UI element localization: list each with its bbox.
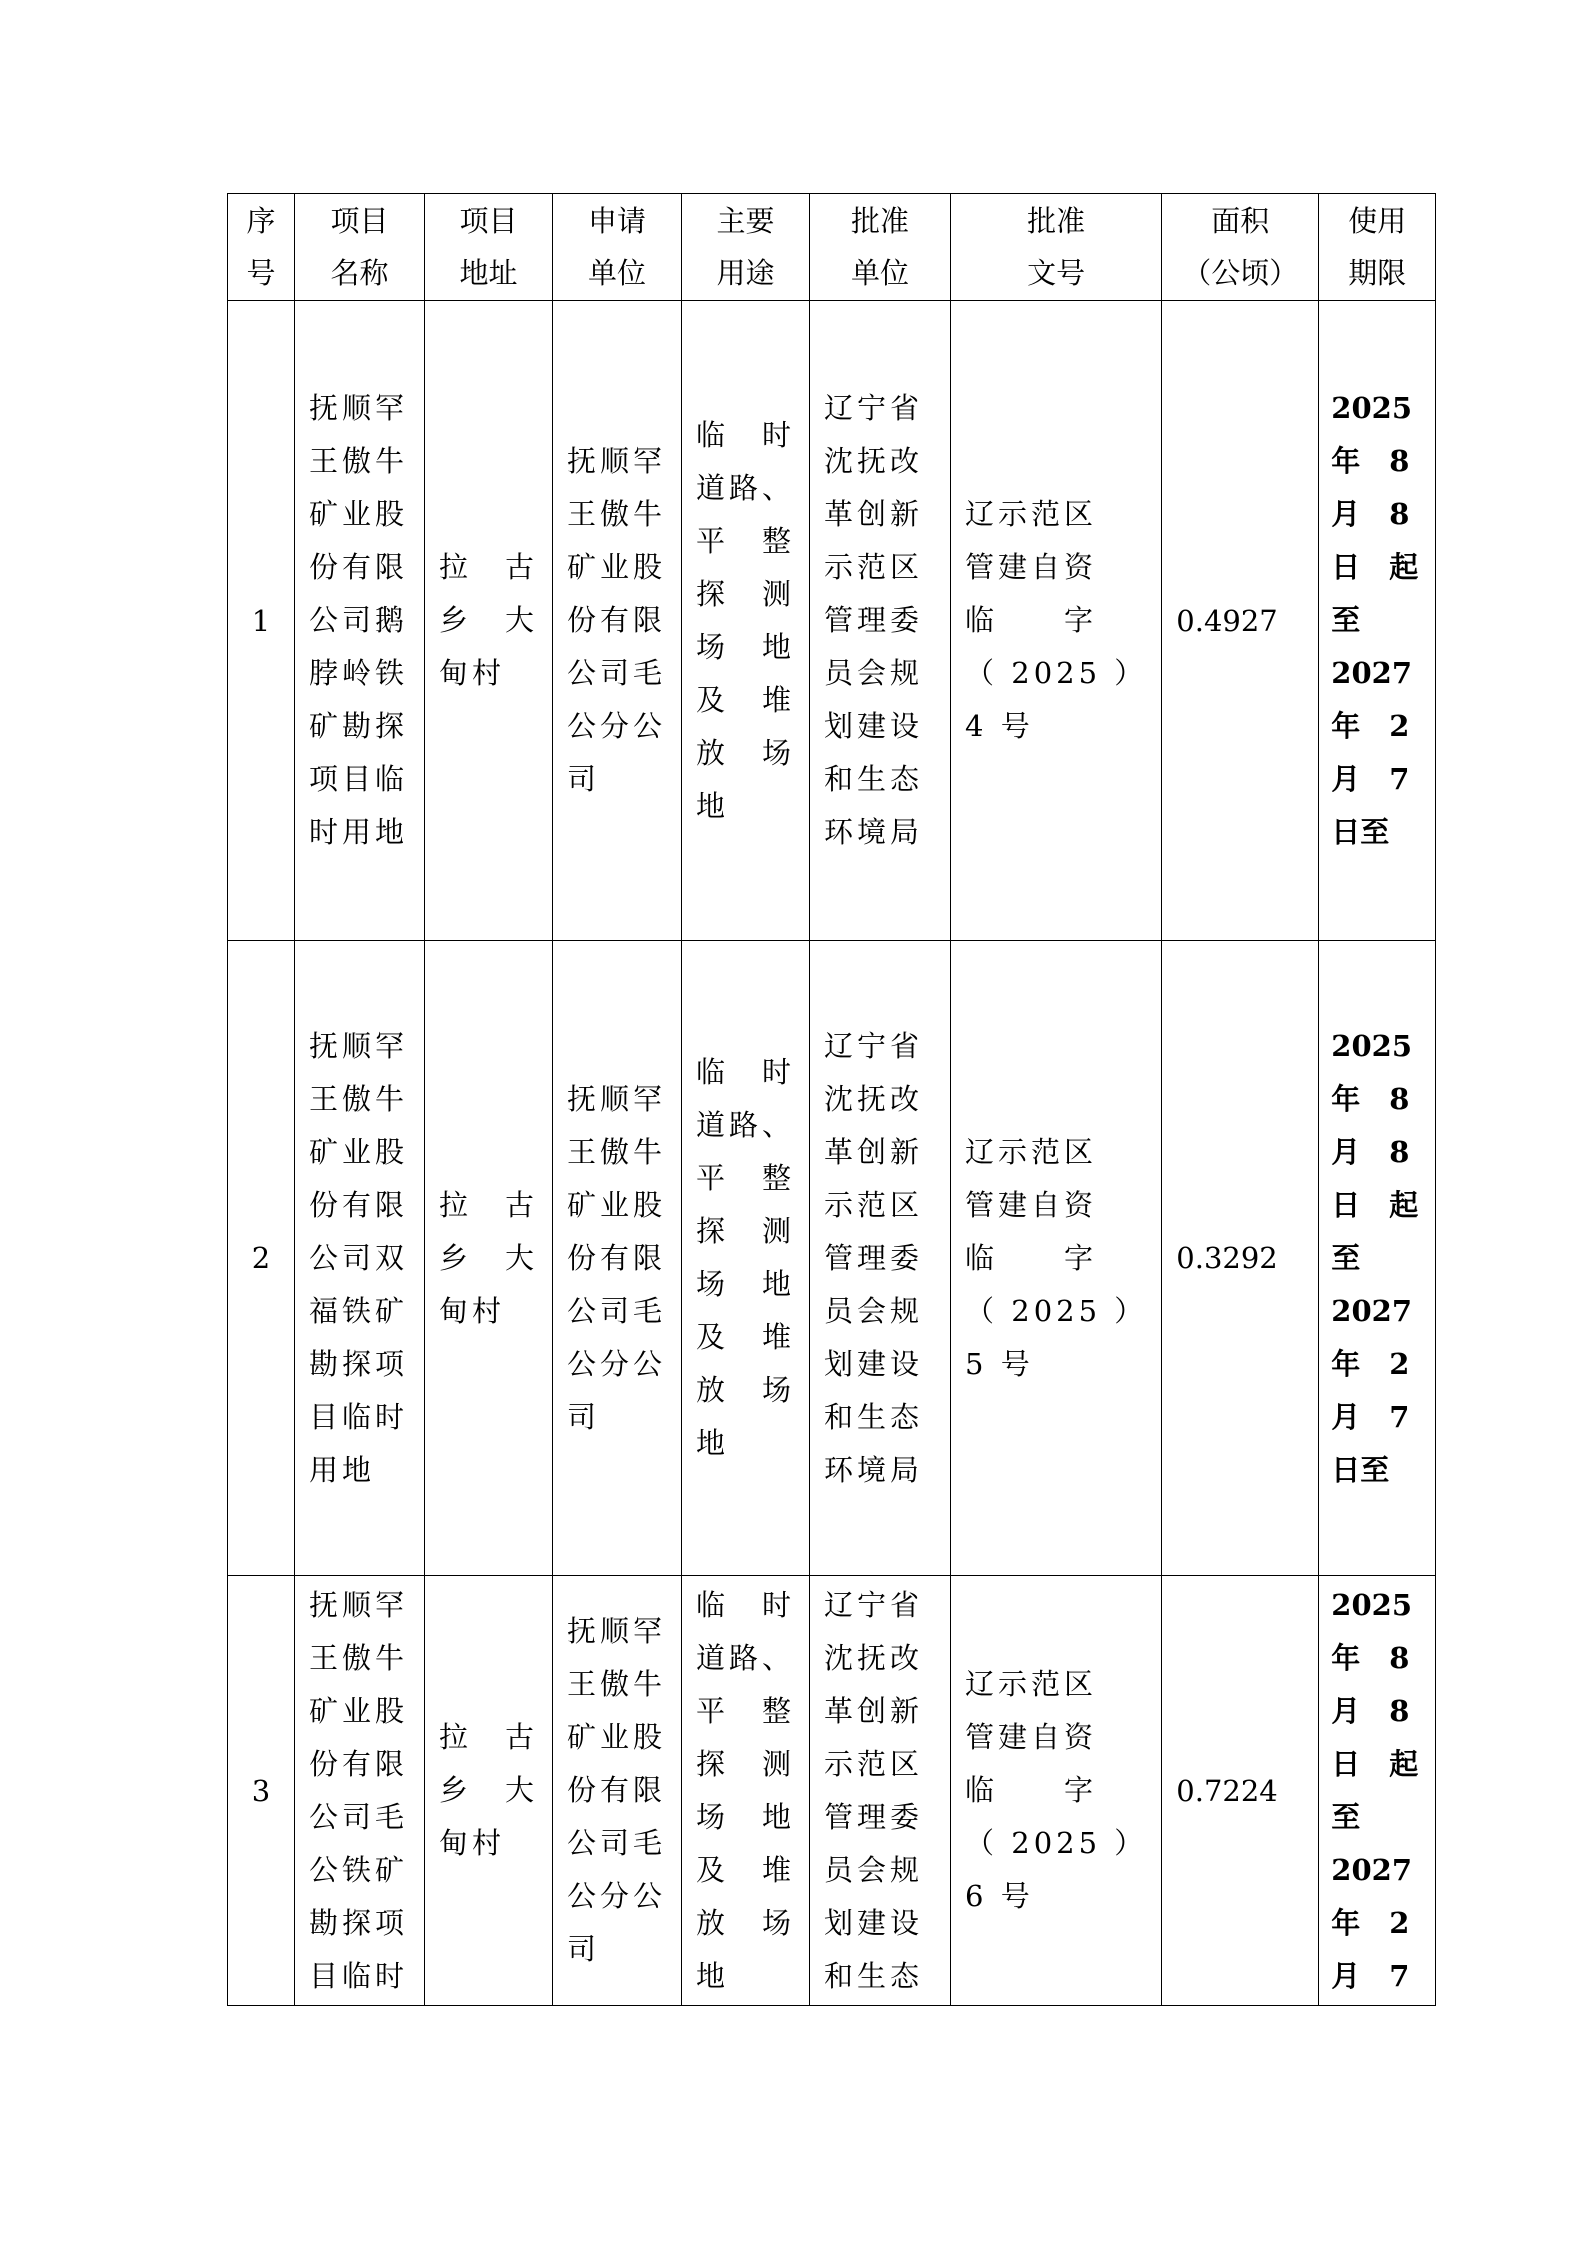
- cell-project-name-line: 矿勘探: [309, 709, 409, 743]
- cell-project-name: [295, 1576, 425, 2006]
- cell-project-name-line: 矿业股: [309, 1134, 409, 1169]
- cell-project-name-line: 公司毛: [309, 1799, 409, 1834]
- cell-applicant-line: 司: [567, 1399, 601, 1434]
- cell-project-address-lines: [425, 1577, 552, 2005]
- cell-doc-no-lines: [951, 1577, 1161, 2005]
- cell-approver: [810, 941, 951, 1576]
- cell-applicant: [553, 301, 682, 941]
- cell-purpose-line: 探 测: [696, 1214, 796, 1248]
- cell-applicant-line: 抚顺罕: [567, 1614, 667, 1648]
- cell-purpose-line: 平 整: [696, 523, 796, 558]
- cell-project-name-line: 时用地: [309, 815, 409, 849]
- cell-project-name-line: 份有限: [309, 1746, 409, 1781]
- cell-approver-line: 革创新: [824, 497, 924, 531]
- cell-applicant-line: 矿业股: [567, 550, 667, 584]
- cell-purpose-line: 场 地: [696, 1799, 796, 1834]
- cell-approver-line: 辽宁省: [824, 1028, 924, 1063]
- cell-period: [1319, 1576, 1436, 2006]
- cell-applicant-lines: [553, 942, 681, 1575]
- cell-approver-line: 和生态: [824, 1399, 924, 1434]
- cell-applicant-line: 王傲牛: [567, 497, 667, 531]
- cell-approver: [810, 301, 951, 941]
- cell-project-name-lines: [295, 302, 424, 940]
- cell-approver-line: 划建设: [824, 1346, 924, 1381]
- cell-period-line: 月 8: [1331, 1693, 1410, 1728]
- header-project-name-line: 名称: [330, 256, 389, 290]
- cell-doc-no-line: （ 2025 ）: [965, 1826, 1148, 1860]
- cell-purpose-line: 探 测: [696, 576, 796, 611]
- cell-project-name-line: 项目临: [309, 762, 409, 796]
- cell-project-address-line: 甸村: [439, 656, 506, 690]
- cell-applicant-lines: [553, 302, 681, 940]
- cell-area: 0.4927: [1162, 301, 1319, 941]
- cell-project-name-lines: [295, 1577, 424, 2005]
- header-area-line: 面积: [1211, 204, 1270, 238]
- cell-project-address-line: 拉 古: [439, 1720, 539, 1754]
- cell-approver-line: 划建设: [824, 1905, 924, 1940]
- table-row: [228, 941, 1436, 1576]
- cell-approver: [810, 1576, 951, 2006]
- cell-period-lines: [1319, 1577, 1435, 2005]
- cell-approver-line: 员会规: [824, 1852, 924, 1887]
- cell-purpose-line: 场 地: [696, 629, 796, 664]
- cell-approver-line: 辽宁省: [824, 391, 924, 425]
- header-row: [228, 194, 1436, 301]
- header-period: [1319, 194, 1436, 301]
- cell-period-line: 日至: [1331, 815, 1390, 849]
- cell-period-line: 日 起: [1331, 1187, 1419, 1222]
- header-area-line: （公顷）: [1182, 256, 1299, 290]
- cell-approver-line: 革创新: [824, 1134, 924, 1169]
- cell-purpose-line: 道路、: [696, 470, 796, 505]
- cell-applicant-line: 公司毛: [567, 1826, 667, 1860]
- cell-doc-no-line: 6 号: [965, 1879, 1034, 1913]
- land-use-table-container: [227, 193, 1436, 2006]
- cell-period-line: 2025: [1331, 391, 1412, 425]
- cell-doc-no-line: 辽示范区: [965, 1134, 1098, 1169]
- cell-purpose-line: 及 堆: [696, 1320, 796, 1354]
- header-applicant-line: 单位: [588, 256, 647, 290]
- cell-applicant-line: 矿业股: [567, 1720, 667, 1754]
- cell-period-line: 月 8: [1331, 497, 1410, 531]
- header-approver-line: 批准: [851, 204, 910, 238]
- cell-approver-line: 管理委: [824, 603, 924, 637]
- cell-period-line: 2027: [1331, 1852, 1412, 1887]
- cell-purpose-line: 临 时: [696, 417, 796, 452]
- cell-purpose-line: 场 地: [696, 1267, 796, 1301]
- cell-project-address-line: 乡 大: [439, 1773, 539, 1807]
- cell-applicant-line: 公分公: [567, 1346, 667, 1381]
- cell-period-line: 年 2: [1331, 1905, 1410, 1940]
- cell-applicant: [553, 1576, 682, 2006]
- cell-applicant-line: 份有限: [567, 603, 667, 637]
- cell-purpose-line: 道路、: [696, 1108, 796, 1142]
- cell-applicant-line: 份有限: [567, 1240, 667, 1275]
- cell-period-line: 年 2: [1331, 1346, 1410, 1381]
- header-applicant: [553, 194, 682, 301]
- land-use-table: [227, 193, 1436, 2006]
- cell-project-name-line: 公铁矿: [309, 1852, 409, 1887]
- cell-doc-no-lines: [951, 302, 1161, 940]
- cell-period-line: 年 8: [1331, 1640, 1410, 1675]
- header-index: [228, 194, 295, 301]
- cell-project-address: [425, 1576, 553, 2006]
- cell-doc-no-line: 临 字: [965, 603, 1098, 637]
- header-doc-no-line: 文号: [1027, 256, 1086, 290]
- cell-applicant-line: 公分公: [567, 709, 667, 743]
- cell-project-name: [295, 301, 425, 941]
- cell-index: 1: [228, 301, 295, 941]
- cell-doc-no: [951, 301, 1162, 941]
- cell-project-name-line: 用地: [309, 1452, 376, 1487]
- cell-period-line: 2027: [1331, 1293, 1412, 1328]
- cell-approver-line: 示范区: [824, 1187, 924, 1222]
- cell-doc-no-line: 4 号: [965, 709, 1034, 743]
- cell-approver-lines: [810, 1577, 950, 2005]
- cell-applicant-line: 公司毛: [567, 1293, 667, 1328]
- cell-project-name-line: 目临时: [309, 1958, 409, 1993]
- header-doc-no: [951, 194, 1162, 301]
- cell-period-line: 月 7: [1331, 1958, 1410, 1993]
- cell-applicant-line: 王傲牛: [567, 1134, 667, 1169]
- header-purpose-line: 用途: [716, 256, 775, 290]
- cell-approver-line: 沈抚改: [824, 444, 924, 478]
- cell-doc-no-line: （ 2025 ）: [965, 656, 1148, 690]
- cell-applicant: [553, 941, 682, 1576]
- cell-period-line: 年 2: [1331, 709, 1410, 743]
- cell-period-line: 月 7: [1331, 1399, 1410, 1434]
- cell-doc-no-line: 管建自资: [965, 550, 1098, 584]
- cell-approver-line: 环境局: [824, 1452, 924, 1487]
- cell-doc-no-line: 管建自资: [965, 1187, 1098, 1222]
- cell-purpose-line: 放 场: [696, 735, 796, 770]
- cell-project-name-line: 勘探项: [309, 1346, 409, 1381]
- cell-doc-no-line: （ 2025 ）: [965, 1293, 1148, 1328]
- cell-period: [1319, 941, 1436, 1576]
- cell-applicant-line: 矿业股: [567, 1187, 667, 1222]
- cell-applicant-line: 司: [567, 762, 601, 796]
- cell-purpose-line: 道路、: [696, 1640, 796, 1675]
- cell-index: 3: [228, 1576, 295, 2006]
- cell-project-name-line: 公司鹅: [309, 603, 409, 637]
- cell-period-lines: [1319, 302, 1435, 940]
- cell-doc-no-line: 管建自资: [965, 1720, 1098, 1754]
- header-project-name: [295, 194, 425, 301]
- cell-project-address-line: 甸村: [439, 1293, 506, 1328]
- cell-project-name-line: 矿业股: [309, 1693, 409, 1728]
- cell-applicant-line: 司: [567, 1932, 601, 1966]
- cell-applicant-line: 王傲牛: [567, 1667, 667, 1701]
- cell-approver-line: 沈抚改: [824, 1081, 924, 1116]
- cell-project-name-line: 脖岭铁: [309, 656, 409, 690]
- cell-approver-line: 和生态: [824, 762, 924, 796]
- header-period-line: 使用: [1348, 204, 1407, 238]
- cell-approver-lines: [810, 942, 950, 1575]
- cell-period-line: 月 8: [1331, 1134, 1410, 1169]
- cell-purpose-line: 地: [696, 788, 730, 823]
- cell-purpose-line: 放 场: [696, 1905, 796, 1940]
- cell-period-line: 至: [1331, 603, 1361, 637]
- header-index-line: 序: [246, 204, 276, 238]
- cell-approver-line: 示范区: [824, 550, 924, 584]
- header-period-line: 期限: [1348, 256, 1407, 290]
- cell-applicant-line: 公分公: [567, 1879, 667, 1913]
- cell-project-name: [295, 941, 425, 1576]
- cell-project-name-line: 勘探项: [309, 1905, 409, 1940]
- cell-area: 0.7224: [1162, 1576, 1319, 2006]
- cell-applicant-line: 抚顺罕: [567, 1081, 667, 1116]
- cell-project-address: [425, 941, 553, 1576]
- cell-period-line: 日 起: [1331, 550, 1419, 584]
- cell-purpose-lines: [682, 942, 809, 1575]
- cell-doc-no: [951, 941, 1162, 1576]
- cell-period-line: 年 8: [1331, 1081, 1410, 1116]
- cell-purpose-line: 地: [696, 1958, 730, 1993]
- cell-purpose-line: 平 整: [696, 1693, 796, 1728]
- cell-area: 0.3292: [1162, 941, 1319, 1576]
- cell-applicant-line: 公司毛: [567, 656, 667, 690]
- header-project-address-line: 项目: [459, 204, 518, 238]
- cell-purpose-line: 及 堆: [696, 1852, 796, 1887]
- cell-purpose: [682, 301, 810, 941]
- cell-period-line: 月 7: [1331, 762, 1410, 796]
- cell-approver-line: 示范区: [824, 1746, 924, 1781]
- cell-doc-no-line: 临 字: [965, 1240, 1098, 1275]
- cell-project-name-line: 抚顺罕: [309, 1587, 409, 1622]
- cell-approver-line: 环境局: [824, 815, 924, 849]
- cell-period-line: 2025: [1331, 1587, 1412, 1622]
- cell-project-name-line: 份有限: [309, 1187, 409, 1222]
- cell-purpose-line: 临 时: [696, 1055, 796, 1089]
- header-project-address: [425, 194, 553, 301]
- header-area: [1162, 194, 1319, 301]
- cell-purpose-lines: [682, 1577, 809, 2005]
- cell-approver-line: 管理委: [824, 1240, 924, 1275]
- cell-period-line: 至: [1331, 1799, 1361, 1834]
- cell-approver-line: 划建设: [824, 709, 924, 743]
- cell-purpose-line: 探 测: [696, 1746, 796, 1781]
- cell-project-name-line: 抚顺罕: [309, 1028, 409, 1063]
- cell-project-name-line: 公司双: [309, 1240, 409, 1275]
- cell-doc-no-line: 辽示范区: [965, 497, 1098, 531]
- cell-doc-no-line: 5 号: [965, 1346, 1034, 1381]
- header-approver: [810, 194, 951, 301]
- cell-applicant-line: 抚顺罕: [567, 444, 667, 478]
- header-purpose: [682, 194, 810, 301]
- cell-purpose-line: 平 整: [696, 1161, 796, 1195]
- header-project-address-line: 地址: [459, 256, 518, 290]
- cell-period-line: 2025: [1331, 1028, 1412, 1063]
- cell-purpose-line: 地: [696, 1426, 730, 1460]
- cell-doc-no-lines: [951, 942, 1161, 1575]
- cell-approver-line: 和生态: [824, 1958, 924, 1993]
- cell-project-name-line: 目临时: [309, 1399, 409, 1434]
- cell-approver-line: 辽宁省: [824, 1587, 924, 1622]
- header-index-line: 号: [246, 256, 276, 290]
- cell-project-address: [425, 301, 553, 941]
- header-applicant-line: 申请: [588, 204, 647, 238]
- cell-period: [1319, 301, 1436, 941]
- header-doc-no-line: 批准: [1027, 204, 1086, 238]
- cell-doc-no-line: 临 字: [965, 1773, 1098, 1807]
- cell-period-line: 2027: [1331, 656, 1412, 690]
- cell-period-line: 日至: [1331, 1452, 1390, 1487]
- cell-project-name-line: 王傲牛: [309, 1081, 409, 1116]
- cell-project-address-lines: [425, 942, 552, 1575]
- cell-doc-no: [951, 1576, 1162, 2006]
- cell-project-name-line: 抚顺罕: [309, 391, 409, 425]
- cell-purpose: [682, 1576, 810, 2006]
- cell-purpose-line: 放 场: [696, 1373, 796, 1407]
- cell-project-address-line: 乡 大: [439, 1240, 539, 1275]
- cell-project-name-line: 矿业股: [309, 497, 409, 531]
- cell-project-name-line: 份有限: [309, 550, 409, 584]
- cell-index: 2: [228, 941, 295, 1576]
- cell-approver-lines: [810, 302, 950, 940]
- cell-project-name-line: 王傲牛: [309, 1640, 409, 1675]
- cell-approver-line: 革创新: [824, 1693, 924, 1728]
- cell-period-lines: [1319, 942, 1435, 1575]
- table-row: [228, 1576, 1436, 2006]
- table-row: [228, 301, 1436, 941]
- cell-applicant-line: 份有限: [567, 1773, 667, 1807]
- cell-period-line: 年 8: [1331, 444, 1410, 478]
- cell-purpose: [682, 941, 810, 1576]
- cell-period-line: 至: [1331, 1240, 1361, 1275]
- cell-approver-line: 员会规: [824, 1293, 924, 1328]
- cell-applicant-lines: [553, 1577, 681, 2005]
- cell-purpose-line: 临 时: [696, 1587, 796, 1622]
- cell-project-address-lines: [425, 302, 552, 940]
- cell-approver-line: 员会规: [824, 656, 924, 690]
- header-project-name-line: 项目: [330, 204, 389, 238]
- cell-project-address-line: 拉 古: [439, 550, 539, 584]
- cell-project-name-line: 福铁矿: [309, 1293, 409, 1328]
- cell-project-address-line: 甸村: [439, 1826, 506, 1860]
- header-approver-line: 单位: [851, 256, 910, 290]
- cell-project-address-line: 乡 大: [439, 603, 539, 637]
- header-purpose-line: 主要: [716, 204, 775, 238]
- cell-approver-line: 管理委: [824, 1799, 924, 1834]
- cell-approver-line: 沈抚改: [824, 1640, 924, 1675]
- cell-period-line: 日 起: [1331, 1746, 1419, 1781]
- cell-project-name-line: 王傲牛: [309, 444, 409, 478]
- cell-purpose-lines: [682, 302, 809, 940]
- cell-project-name-lines: [295, 942, 424, 1575]
- cell-doc-no-line: 辽示范区: [965, 1667, 1098, 1701]
- cell-project-address-line: 拉 古: [439, 1187, 539, 1222]
- cell-purpose-line: 及 堆: [696, 682, 796, 717]
